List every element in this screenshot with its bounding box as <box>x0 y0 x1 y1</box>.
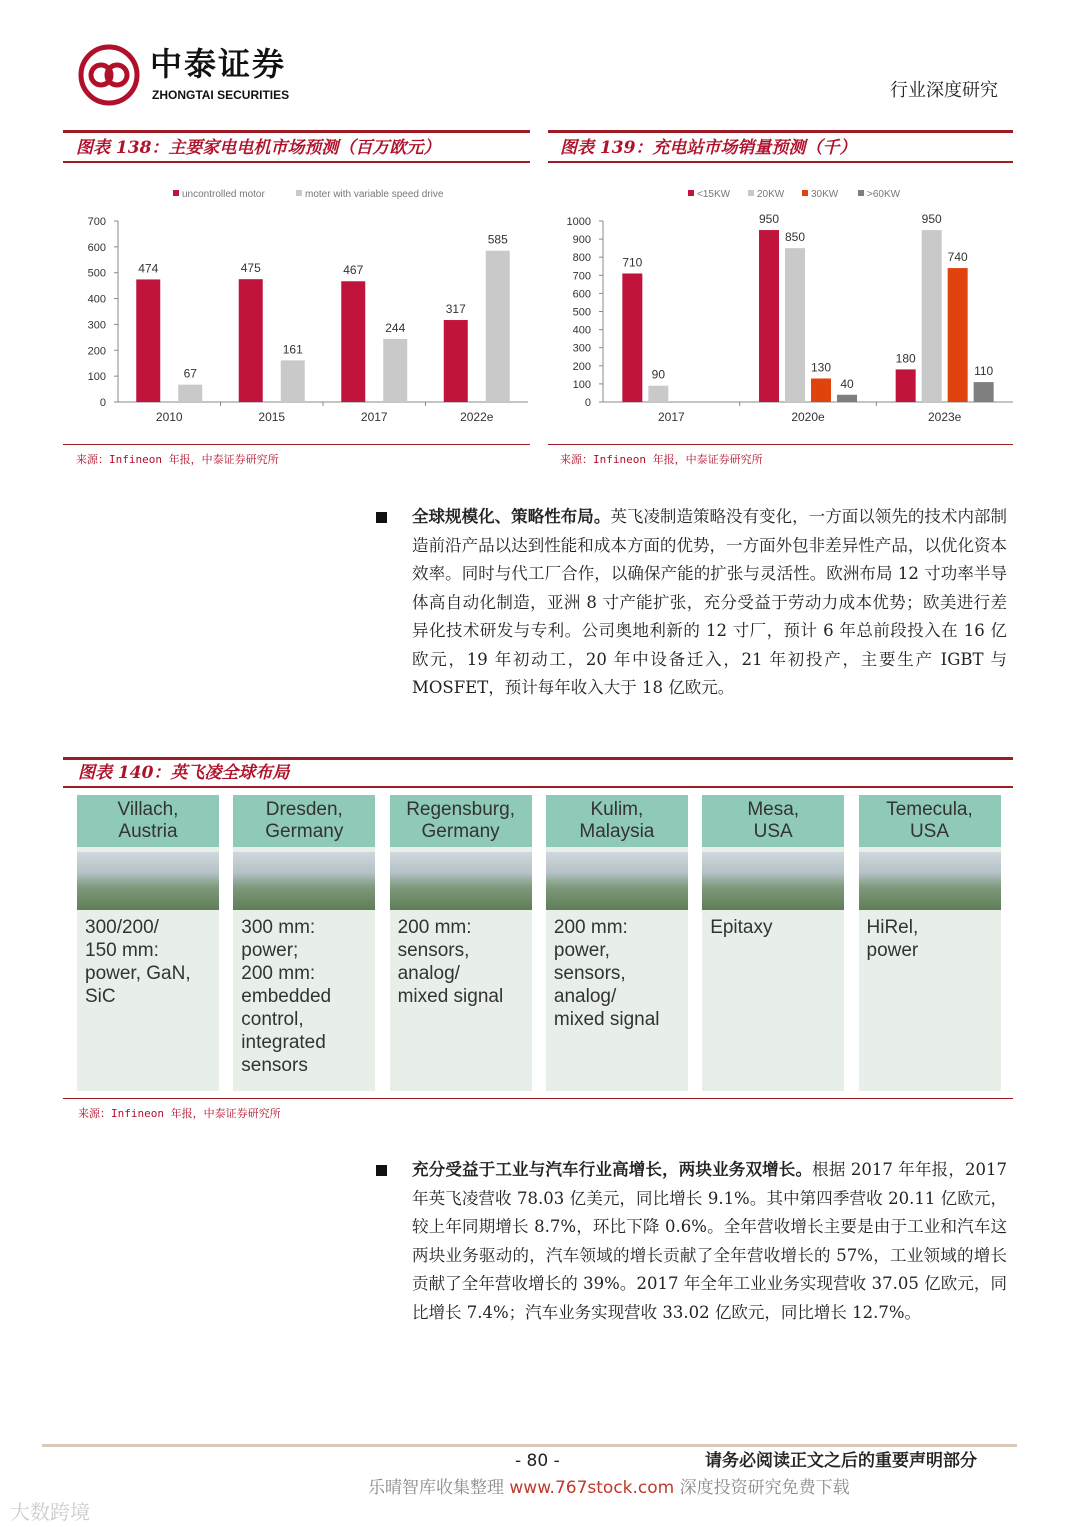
logo-cn: 中泰证券 <box>150 45 287 83</box>
bullet-icon <box>376 1165 387 1176</box>
site-name: Dresden, Germany <box>233 795 375 847</box>
watermark-text: 深度投资研究免费下载 <box>674 1478 850 1498</box>
bar <box>486 251 510 402</box>
x-tick-label: 2020e <box>791 410 825 424</box>
y-tick-label: 200 <box>572 360 591 373</box>
data-label: 244 <box>385 320 406 335</box>
site-card <box>546 795 688 1091</box>
data-label: 585 <box>487 232 508 247</box>
divider <box>63 130 530 133</box>
bar <box>896 369 916 402</box>
paragraph-growth <box>412 1156 1007 1327</box>
site-name: Villach, Austria <box>77 795 219 847</box>
data-label: 180 <box>895 351 916 366</box>
y-tick-label: 100 <box>87 371 106 384</box>
legend-swatch <box>296 190 302 196</box>
y-tick-label: 0 <box>99 397 106 409</box>
y-tick-label: 0 <box>584 397 591 409</box>
site-description: HiRel, power <box>866 917 919 961</box>
bar <box>281 360 305 402</box>
site-description: 300 mm: power; 200 mm: embedded control, integrated sensors <box>241 917 332 1076</box>
x-tick-label: 2010 <box>155 410 183 424</box>
site-description: 300/200/ 150 mm: power, GaN, SiC <box>85 917 191 1007</box>
legend-label: uncontrolled motor <box>182 189 265 200</box>
site-name: Regensburg, Germany <box>390 795 532 847</box>
footer-divider <box>42 1444 1017 1447</box>
fig140-source: 来源：Infineon 年报，中泰证券研究所 <box>78 1107 281 1120</box>
divider <box>548 161 1013 163</box>
legend-label: moter with variable speed drive <box>305 189 444 200</box>
page-number: - 80 - <box>515 1451 560 1471</box>
fig138-title: 图表 138：主要家电电机市场预测（百万欧元） <box>76 138 441 158</box>
bar <box>759 230 779 402</box>
bar <box>648 386 668 402</box>
bar <box>444 320 468 402</box>
bar <box>837 395 857 402</box>
site-description: 200 mm: sensors, analog/ mixed signal <box>397 917 504 1007</box>
y-tick-label: 900 <box>572 234 591 247</box>
legend-swatch <box>748 190 754 196</box>
watermark <box>368 1478 850 1498</box>
x-tick-label: 2023e <box>927 410 962 424</box>
data-label: 850 <box>784 230 806 245</box>
corner-logo: 大数跨境 <box>10 1500 90 1524</box>
divider <box>548 444 1013 445</box>
bar <box>383 339 407 402</box>
data-label: 475 <box>240 261 261 276</box>
logo-en: ZHONGTAI SECURITIES <box>152 88 290 102</box>
data-label: 110 <box>974 364 994 379</box>
bar <box>239 279 263 402</box>
data-label: 90 <box>651 367 666 382</box>
divider <box>548 130 1013 133</box>
para-heading: 充分受益于工业与汽车行业高增长，两块业务双增长。 <box>412 1160 813 1179</box>
data-label: 467 <box>343 263 364 278</box>
bar <box>341 281 365 402</box>
watermark-text: 乐晴智库收集整理 <box>368 1478 510 1498</box>
y-tick-label: 800 <box>572 252 591 265</box>
y-tick-label: 600 <box>87 241 106 254</box>
site-photo <box>77 852 219 910</box>
site-photo <box>859 852 1001 910</box>
para-body: 英飞凌制造策略没有变化，一方面以领先的技术内部制造前沿产品以达到性能和成本方面的优势，一方面外包非差异性产品，以优化资本效率。同时与代工厂合作，以确保产能的扩张与灵活性。欧洲布局 12 寸功率半导体高自动化制造，亚洲 8 寸产能扩张，充分受益于劳动力成本优势；欧美进行差异化技术研发与专利。公司奥地利新的 12 寸厂，预计 6 年总前段投入在 16 亿欧元，19 年初动工，20 年中设备迁入，21 年初投产，主要生产 IGBT 与 MOSFET，预计每年收入大于 18 亿欧元。 <box>412 507 1008 697</box>
site-card <box>77 795 219 1091</box>
bar <box>922 230 942 402</box>
data-label: 950 <box>921 212 942 227</box>
data-label: 950 <box>758 212 780 227</box>
y-tick-label: 600 <box>572 288 591 301</box>
bullet-icon <box>376 512 387 523</box>
legend-label: <15KW <box>697 189 731 200</box>
site-name: Mesa, USA <box>702 795 844 847</box>
data-label: 67 <box>183 366 197 381</box>
legend-label: >60KW <box>867 189 901 200</box>
y-tick-label: 500 <box>572 306 591 319</box>
chart-139 <box>548 180 1013 430</box>
watermark-url[interactable]: www.767stock.com <box>509 1478 675 1498</box>
y-tick-label: 500 <box>87 267 106 280</box>
para-body: 根据 2017 年年报，2017 年英飞凌营收 78.03 亿美元，同比增长 9.1%。其中第四季营收 20.11 亿欧元，较上年同期增长 8.7%，环比下降 0.6%。全年营收增长主要是由于工业和汽车这两块业务驱动的，汽车领域的增长贡献了全年营收增长的 57%，工业领域的增长贡献了全年营收增长的 39%。2017 年全年工业业务实现营收 37.05 亿欧元，同比增长 7.4%；汽车业务实现营收 33.02 亿欧元，同比增长 12.7%。 <box>412 1160 1007 1322</box>
bar <box>136 279 160 402</box>
disclaimer-notice: 请务必阅读正文之后的重要声明部分 <box>705 1451 977 1471</box>
data-label: 474 <box>138 261 159 276</box>
section-label: 行业深度研究 <box>890 80 998 101</box>
divider <box>63 161 530 163</box>
x-tick-label: 2015 <box>258 410 286 424</box>
legend-label: 30KW <box>811 189 839 200</box>
para-heading: 全球规模化、策略性布局。 <box>412 507 611 526</box>
y-tick-label: 700 <box>572 270 591 283</box>
data-label: 40 <box>840 376 854 391</box>
fig140-title: 图表 140：英飞凌全球布局 <box>78 763 290 783</box>
data-label: 740 <box>947 250 968 265</box>
bar <box>811 378 831 402</box>
site-photo <box>702 852 844 910</box>
bar <box>948 268 968 402</box>
y-tick-label: 300 <box>572 342 591 355</box>
bar <box>974 382 994 402</box>
data-label: 710 <box>622 255 643 270</box>
site-description: 200 mm: power, sensors, analog/ mixed signal <box>553 917 660 1030</box>
fig139-source: 来源：Infineon 年报，中泰证券研究所 <box>560 453 763 466</box>
site-name: Temecula, USA <box>859 795 1001 847</box>
paragraph-global-layout <box>412 503 1007 703</box>
divider <box>63 444 530 445</box>
y-tick-label: 200 <box>87 345 106 358</box>
site-card <box>702 795 844 1091</box>
chart-138 <box>63 180 530 430</box>
x-tick-label: 2022e <box>460 410 494 424</box>
data-label: 130 <box>810 360 832 375</box>
fig138-source: 来源：Infineon 年报，中泰证券研究所 <box>76 453 279 466</box>
site-card <box>390 795 532 1091</box>
legend-swatch <box>858 190 864 196</box>
legend-label: 20KW <box>757 189 785 200</box>
site-name: Kulim, Malaysia <box>546 795 688 847</box>
fig139-title: 图表 139：充电站市场销量预测（千） <box>560 138 857 158</box>
y-tick-label: 100 <box>572 378 591 391</box>
y-tick-label: 1000 <box>566 216 591 228</box>
site-photo <box>390 852 532 910</box>
legend-swatch <box>173 190 179 196</box>
bar <box>178 385 202 402</box>
divider <box>63 786 1013 788</box>
site-description: Epitaxy <box>710 917 773 938</box>
site-photo <box>233 852 375 910</box>
divider <box>63 1098 1013 1099</box>
x-tick-label: 2017 <box>360 410 388 424</box>
site-card <box>233 795 375 1091</box>
y-tick-label: 400 <box>572 324 591 337</box>
y-tick-label: 400 <box>87 293 106 306</box>
site-card <box>859 795 1001 1091</box>
data-label: 161 <box>282 342 303 357</box>
y-tick-label: 700 <box>87 216 106 228</box>
legend-swatch <box>688 190 694 196</box>
data-label: 317 <box>445 302 466 317</box>
site-photo <box>546 852 688 910</box>
zhongtai-logo-icon <box>78 44 140 106</box>
bar <box>622 273 642 402</box>
legend-swatch <box>802 190 808 196</box>
y-tick-label: 300 <box>87 319 106 332</box>
divider <box>63 757 1013 760</box>
bar <box>785 248 805 402</box>
x-tick-label: 2017 <box>657 410 685 424</box>
